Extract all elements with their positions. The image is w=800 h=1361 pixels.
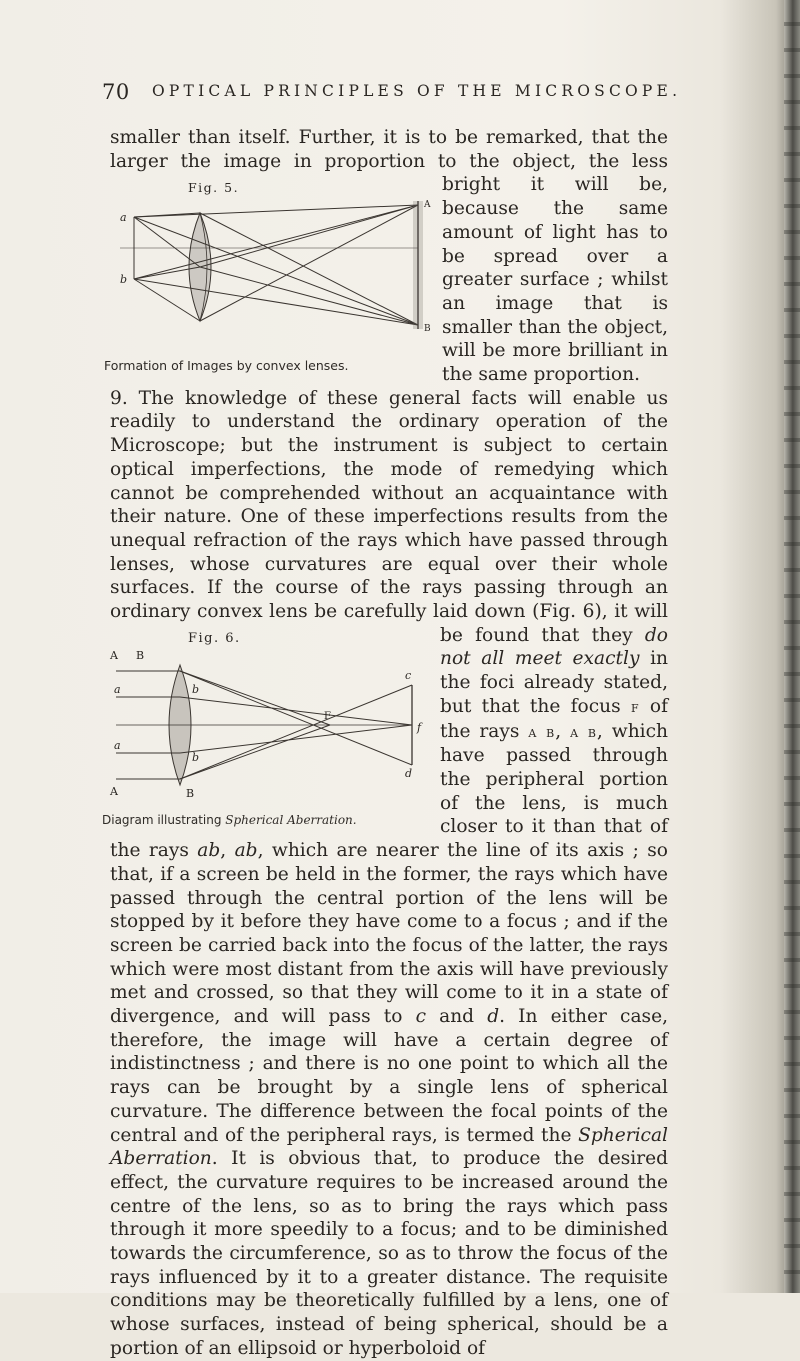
label-a-mid: a [114, 738, 121, 752]
page-number: 70 [102, 80, 130, 104]
text-line-4: spread over a greater surface ; whilst an image that is smaller than the object, will be more brilliant in the same proportion. [442, 245, 668, 386]
label-f: f [417, 720, 422, 734]
label-B-bot: B [186, 786, 195, 800]
figure-5-title: Fig. 5. [188, 180, 240, 196]
label-a: a [120, 211, 127, 225]
text-line-1: smaller than itself. Further, it is to be remarked, that the larger the image in proportion to the object, the less bright it [110, 127, 668, 196]
text-line-3: will be, because the same amount of light has to be [442, 174, 668, 267]
paragraph-9: 9. The knowledge of these general facts will enable us readily to understand the ordinary operation of the Microscope; but the instrument is subject to certain optical imperfections, the mode of remedying which cannot be comprehended without an acquaintance with their nature. One of these imperfections results from the unequal refraction of the rays which have passed through lenses, whose curvatures are equal over their whole surfaces. If the course of the rays passing through an ordinary convex lens be carefully laid down (Fig. 6), it will be found that they Fig. 6. A B a b F c f a b d A B Diagram illustrating Spherical Aberration. do not all meet exactly in the foci already stated, but that the focus f of the rays a b, a b, which have passed through the peripheral portion of the lens, is much closer to it than that of the rays ab, ab, which are nearer the line of its axis ; so that, if a screen be held in the former, the rays which have passed through the central portion of the lens will be stopped by it before they have come to a focus ; and if the screen be carried back into the focus of the latter, the rays which were most distant from the axis will have previously met and crossed, so that they will come to it in a state of divergence, and will pass to c and d. In either case, therefore, the image will have a certain degree of indistinctness ; and there is no one point to which all the rays can be brought by a single lens of spherical curvature. The difference between the focal points of the central and of the peripheral rays, is termed the Spherical Aberration. It is obvious that, to produce the desired effect, the curvature requires to be increased around the centre of the lens, so as to bring the rays which pass through it more speedily to a focus; and to be diminished towards the circumference, so as to throw the focus of the rays influenced by it to a greater distance. The requisite conditions may be theoretically fulfilled by a lens, one of whose surfaces, instead of being spherical, should be a portion of an ellipsoid or hyperboloid of [102, 387, 669, 1359]
label-a-top: a [114, 682, 121, 696]
label-b-top: b [192, 682, 200, 696]
figure-6-title: Fig. 6. [188, 630, 241, 646]
label-b-mid: b [192, 750, 200, 764]
figure-5-caption: Formation of Images by convex lenses. [104, 358, 349, 374]
page-header [102, 80, 682, 108]
body-text [102, 126, 669, 1361]
paragraph-continuation [104, 126, 668, 387]
figure-5-diagram [100, 195, 432, 370]
label-B-top: B [136, 648, 145, 662]
label-B: B [424, 324, 431, 335]
figure-5 [100, 173, 432, 373]
figure-6-diagram [100, 645, 430, 817]
running-head: OPTICAL PRINCIPLES OF THE MICROSCOPE. [152, 82, 682, 100]
label-A-bot: A [110, 784, 118, 798]
label-b: b [120, 273, 128, 287]
figure-6-caption: Diagram illustrating Spherical Aberration. [102, 812, 357, 827]
page-edge-texture [784, 0, 800, 1293]
term-spherical-aberration: Spherical Aberration [110, 1124, 668, 1170]
label-F: F [324, 710, 331, 722]
label-c: c [405, 668, 412, 682]
label-A-top: A [110, 648, 118, 662]
label-A: A [424, 200, 431, 211]
figure-6 [100, 625, 430, 829]
label-d: d [405, 766, 413, 780]
